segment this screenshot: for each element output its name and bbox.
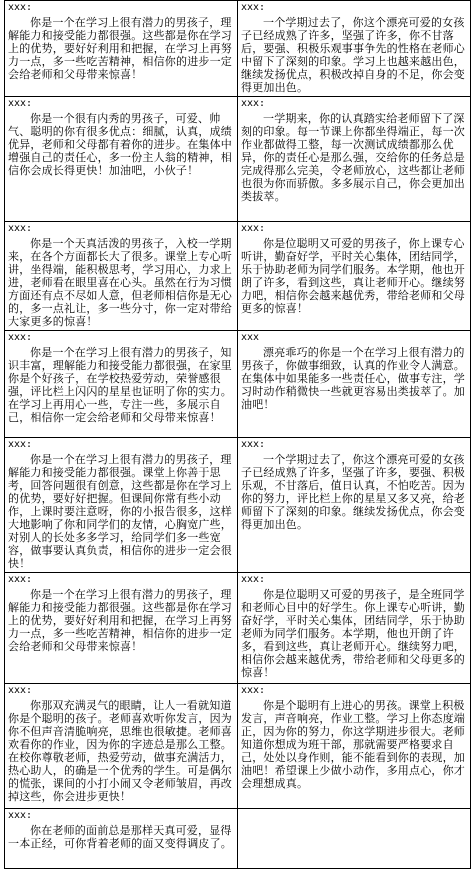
comment-text: 你是位聪明又可爱的男孩子，是全班同学和老师心目中的好学生。你上课专心听讲，勤奋好学，平时关心集体，团结同学，乐于协助老师为同学们服务。本学期，他也开朗了许多，看到这些，真让老师开心。继续努力吧，相信你会越来越优秀，带给老师和父母更多的惊喜！ <box>241 588 465 679</box>
table-row <box>5 222 471 331</box>
comment-text: 漂亮乖巧的你是一个在学习上很有潜力的男孩子，你做事细致，认真的作业令人满意。在集体中如果能多一些责任心，做事专注，学习时动作稍微快一些就更容易出类拔萃了。加油吧！ <box>241 346 465 411</box>
student-name: xxx: <box>8 332 33 343</box>
comment-cell <box>238 331 471 438</box>
comment-cell <box>238 97 471 222</box>
student-name: xxx: <box>241 2 266 13</box>
comment-cell <box>5 331 238 438</box>
comment-text: 你是一个天真活泼的男孩子，入校一学期来，在各个方面都长大了很多。课堂上专心听讲，坐得端，能积极思考，学习用心，力求上进，老师看在眼里喜在心头。虽然在行为习惯方面还有点不尽如人意，但老师相信你是无心的，多一点礼让，多一些分寸，你一定对带给大家更多的惊喜！ <box>8 237 232 328</box>
comment-cell <box>238 438 471 573</box>
comment-cell <box>238 684 471 809</box>
student-name: xxx: <box>8 685 33 696</box>
comment-cell <box>238 222 471 331</box>
comment-cell <box>5 573 238 684</box>
comment-sheet <box>4 0 470 850</box>
comment-cell <box>5 1 238 97</box>
student-name: xxx <box>241 332 260 343</box>
table-row <box>5 809 471 869</box>
student-name: xxx: <box>8 98 33 109</box>
student-name: xxx: <box>241 685 266 696</box>
comment-text: 你是个聪明有上进心的男孩。课堂上积极发言，声音响亮，作业工整。学习上你态度端正，因为你的努力，你这学期进步很大。老师知道你想成为班干部，那就需要严格要求自己，处处以身作则，能不能看到你的表现，加油吧！希望课上少做小动作，多用点心，你才会理想成真。 <box>241 699 465 790</box>
comment-text: 你是一个在学习上很有潜力的男孩子，理解能力和接受能力都很强。这些都是你在学习上的优势，要好好利用和把握，在学习上再努力一点，多一些吃苦精神，相信你的进步一定会给老师和父母带来惊喜！ <box>8 16 232 81</box>
comment-cell <box>5 222 238 331</box>
comment-cell <box>238 809 471 869</box>
comment-cell <box>238 573 471 684</box>
student-name: xxx: <box>8 223 33 234</box>
table-row <box>5 97 471 222</box>
comment-text: 你是一个在学习上很有潜力的男孩子，知识丰富，理解能力和接受能力都很强，在家里你是个好孩子，在学校热爱劳动，荣誉感很强，评比栏上闪闪的星星也证明了你的实力。在学习上再用心一些，专注一些，多展示自己，相信你一定会给老师和父母带来惊喜！ <box>8 346 232 424</box>
student-name: xxx: <box>241 98 266 109</box>
comment-cell <box>5 97 238 222</box>
comment-cell <box>5 438 238 573</box>
student-name: xxx: <box>241 574 266 585</box>
comment-text: 你是一个在学习上很有潜力的男孩子，理解能力和接受能力都很强。课堂上你善于思考，回答问题很有创意，这些都是你在学习上的优势，要好好把握。但课间你常有些小动作，上课时要注意呀，你的小报告很多，这样大地影响了你和同学们的友情，心胸宽广些，对别人的长处多多学习，给同学们多一些宽容，做事要认真负责，相信你的进步一定会很快！ <box>8 453 232 570</box>
comment-text: 你是一个在学习上很有潜力的男孩子，理解能力和接受能力都很强。这些都是你在学习上的优势，要好好利用和把握，在学习上再努力一点，多一些吃苦精神，相信你的进步一定会给老师和父母带来惊喜！ <box>8 588 232 653</box>
student-name: xxx: <box>8 810 33 821</box>
comment-cell <box>5 684 238 809</box>
table-row <box>5 1 471 97</box>
table-row <box>5 331 471 438</box>
comment-text: 一学期来，你的认真踏实给老师留下了深刻的印象。每一节课上你都坐得端正，每一次作业都做得工整，每一次测试成绩都那么优异，你的责任心是那么强，交给你的任务总是完成得那么完美，令老师放心，这些都让老师也很为你而骄傲。多多展示自己，你会更加出类拔萃。 <box>241 112 465 203</box>
comment-cell <box>5 809 238 869</box>
comment-text: 你那双充满灵气的眼睛，让人一看就知道你是个聪明的孩子。老师喜欢听你发言，因为你不但声音清脆响亮，思维也很敏捷。老师喜欢看你的作业，因为你的字迹总是那么工整。在校你尊敬老师，热爱劳动，做事充满活力，热心助人，的确是一个优秀的学生。可是偶尔的慌张，课间的小打小闹又令老师皱眉，再改掉这些，你会进步更快！ <box>8 699 232 803</box>
comment-table <box>4 0 471 869</box>
comment-text: 你是一个很有内秀的男孩子，可爱、帅气、聪明的你有很多优点：细腻，认真，成绩优异，老师和父母都有着你的进步。在集体中增强自己的责任心，多一份主人翁的精神，相信你会成长得更快！加油吧，小伙子！ <box>8 112 232 177</box>
student-name: xxx: <box>8 439 33 450</box>
comment-text: 一个学期过去了，你这个漂亮可爱的女孩子已经成熟了许多，坚强了许多，要强、积极乐观，不甘落后，值日认真，不怕吃苦。因为你的努力，评比栏上你的星星又多又亮，给老师留下了深刻的印象。继续发扬优点，你会变得更加出色。 <box>241 453 465 531</box>
student-name: xxx: <box>8 2 33 13</box>
comment-text: 一个学期过去了，你这个漂亮可爱的女孩子已经成熟了许多，坚强了许多，你不甘落后，要强、积极乐观事事争先的性格在老师心中留下了深刻的印象。学习上也越来越出色，继续发扬优点，积极改掉自身的不足，你会变得更加出色。 <box>241 16 465 94</box>
student-name: xxx: <box>241 439 266 450</box>
comment-cell <box>238 1 471 97</box>
comment-text: 你在老师的面前总是那样天真可爱，显得一本正经，可你背着老师的面又变得调皮了。 <box>8 824 232 850</box>
table-row <box>5 573 471 684</box>
table-row <box>5 684 471 809</box>
student-name: xxx: <box>241 223 266 234</box>
comment-text: 你是位聪明又可爱的男孩子，你上课专心听讲，勤奋好学，平时关心集体，团结同学，乐于协助老师为同学们服务。本学期，他也开朗了许多，看到这些，真让老师开心。继续努力吧，相信你会越来越优秀，带给老师和父母更多的惊喜！ <box>241 237 465 315</box>
student-name: xxx: <box>8 574 33 585</box>
table-row <box>5 438 471 573</box>
